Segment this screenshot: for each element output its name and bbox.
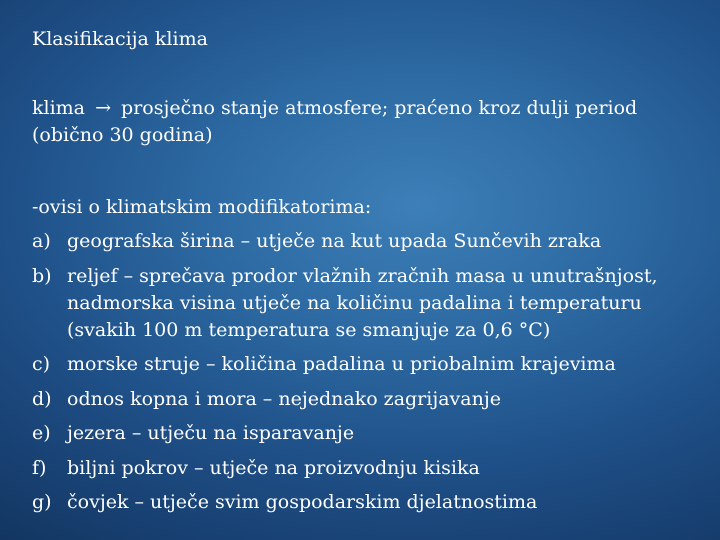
list-item	[32, 228, 700, 255]
list-item-text: biljni pokrov – utječe na proizvodnju kisika	[67, 456, 480, 479]
list-item-text: morske struje – količina padalina u priobalnim krajevima	[67, 353, 616, 375]
list-item-marker: c)	[32, 353, 51, 375]
slide-title: Klasifikacija klima	[32, 28, 208, 50]
list-item-text: čovjek – utječe svim gospodarskim djelatnostima	[67, 491, 538, 513]
list-item-marker: g)	[32, 491, 52, 513]
list-item	[32, 420, 700, 447]
list-item-marker: e)	[32, 422, 51, 444]
list-item	[32, 489, 700, 516]
list-item	[32, 351, 700, 378]
arrow-right-icon: →	[95, 97, 111, 119]
list-item-text: odnos kopna i mora – nejednako zagrijavanje	[67, 387, 501, 410]
list-item-marker: b)	[32, 264, 52, 287]
list-item-marker: a)	[32, 230, 51, 252]
list-item-text: jezera – utječu na isparavanje	[67, 422, 355, 444]
list-item-text: reljef – sprečava prodor vlažnih zračnih masa u unutrašnjost, nadmorska visina utječe na količinu padalina i temperaturu (svakih 100 m temperatura se smanjuje za 0,6 °C)	[67, 264, 658, 341]
list-item-text: geografska širina – utječe na kut upada Sunčevih zraka	[67, 230, 602, 252]
list-item	[32, 455, 700, 482]
list-item	[32, 386, 700, 413]
list-item	[32, 263, 700, 344]
modifiers-intro: -ovisi o klimatskim modifikatorima:	[32, 196, 372, 218]
definition-term: klima	[32, 97, 86, 119]
list-item-marker: f)	[32, 456, 47, 479]
modifiers-list	[32, 228, 700, 524]
definition-paragraph	[32, 95, 702, 149]
definition-text: prosječno stanje atmosfere; praćeno kroz dulji period (obično 30 godina)	[32, 97, 638, 146]
list-item-marker: d)	[32, 387, 52, 410]
